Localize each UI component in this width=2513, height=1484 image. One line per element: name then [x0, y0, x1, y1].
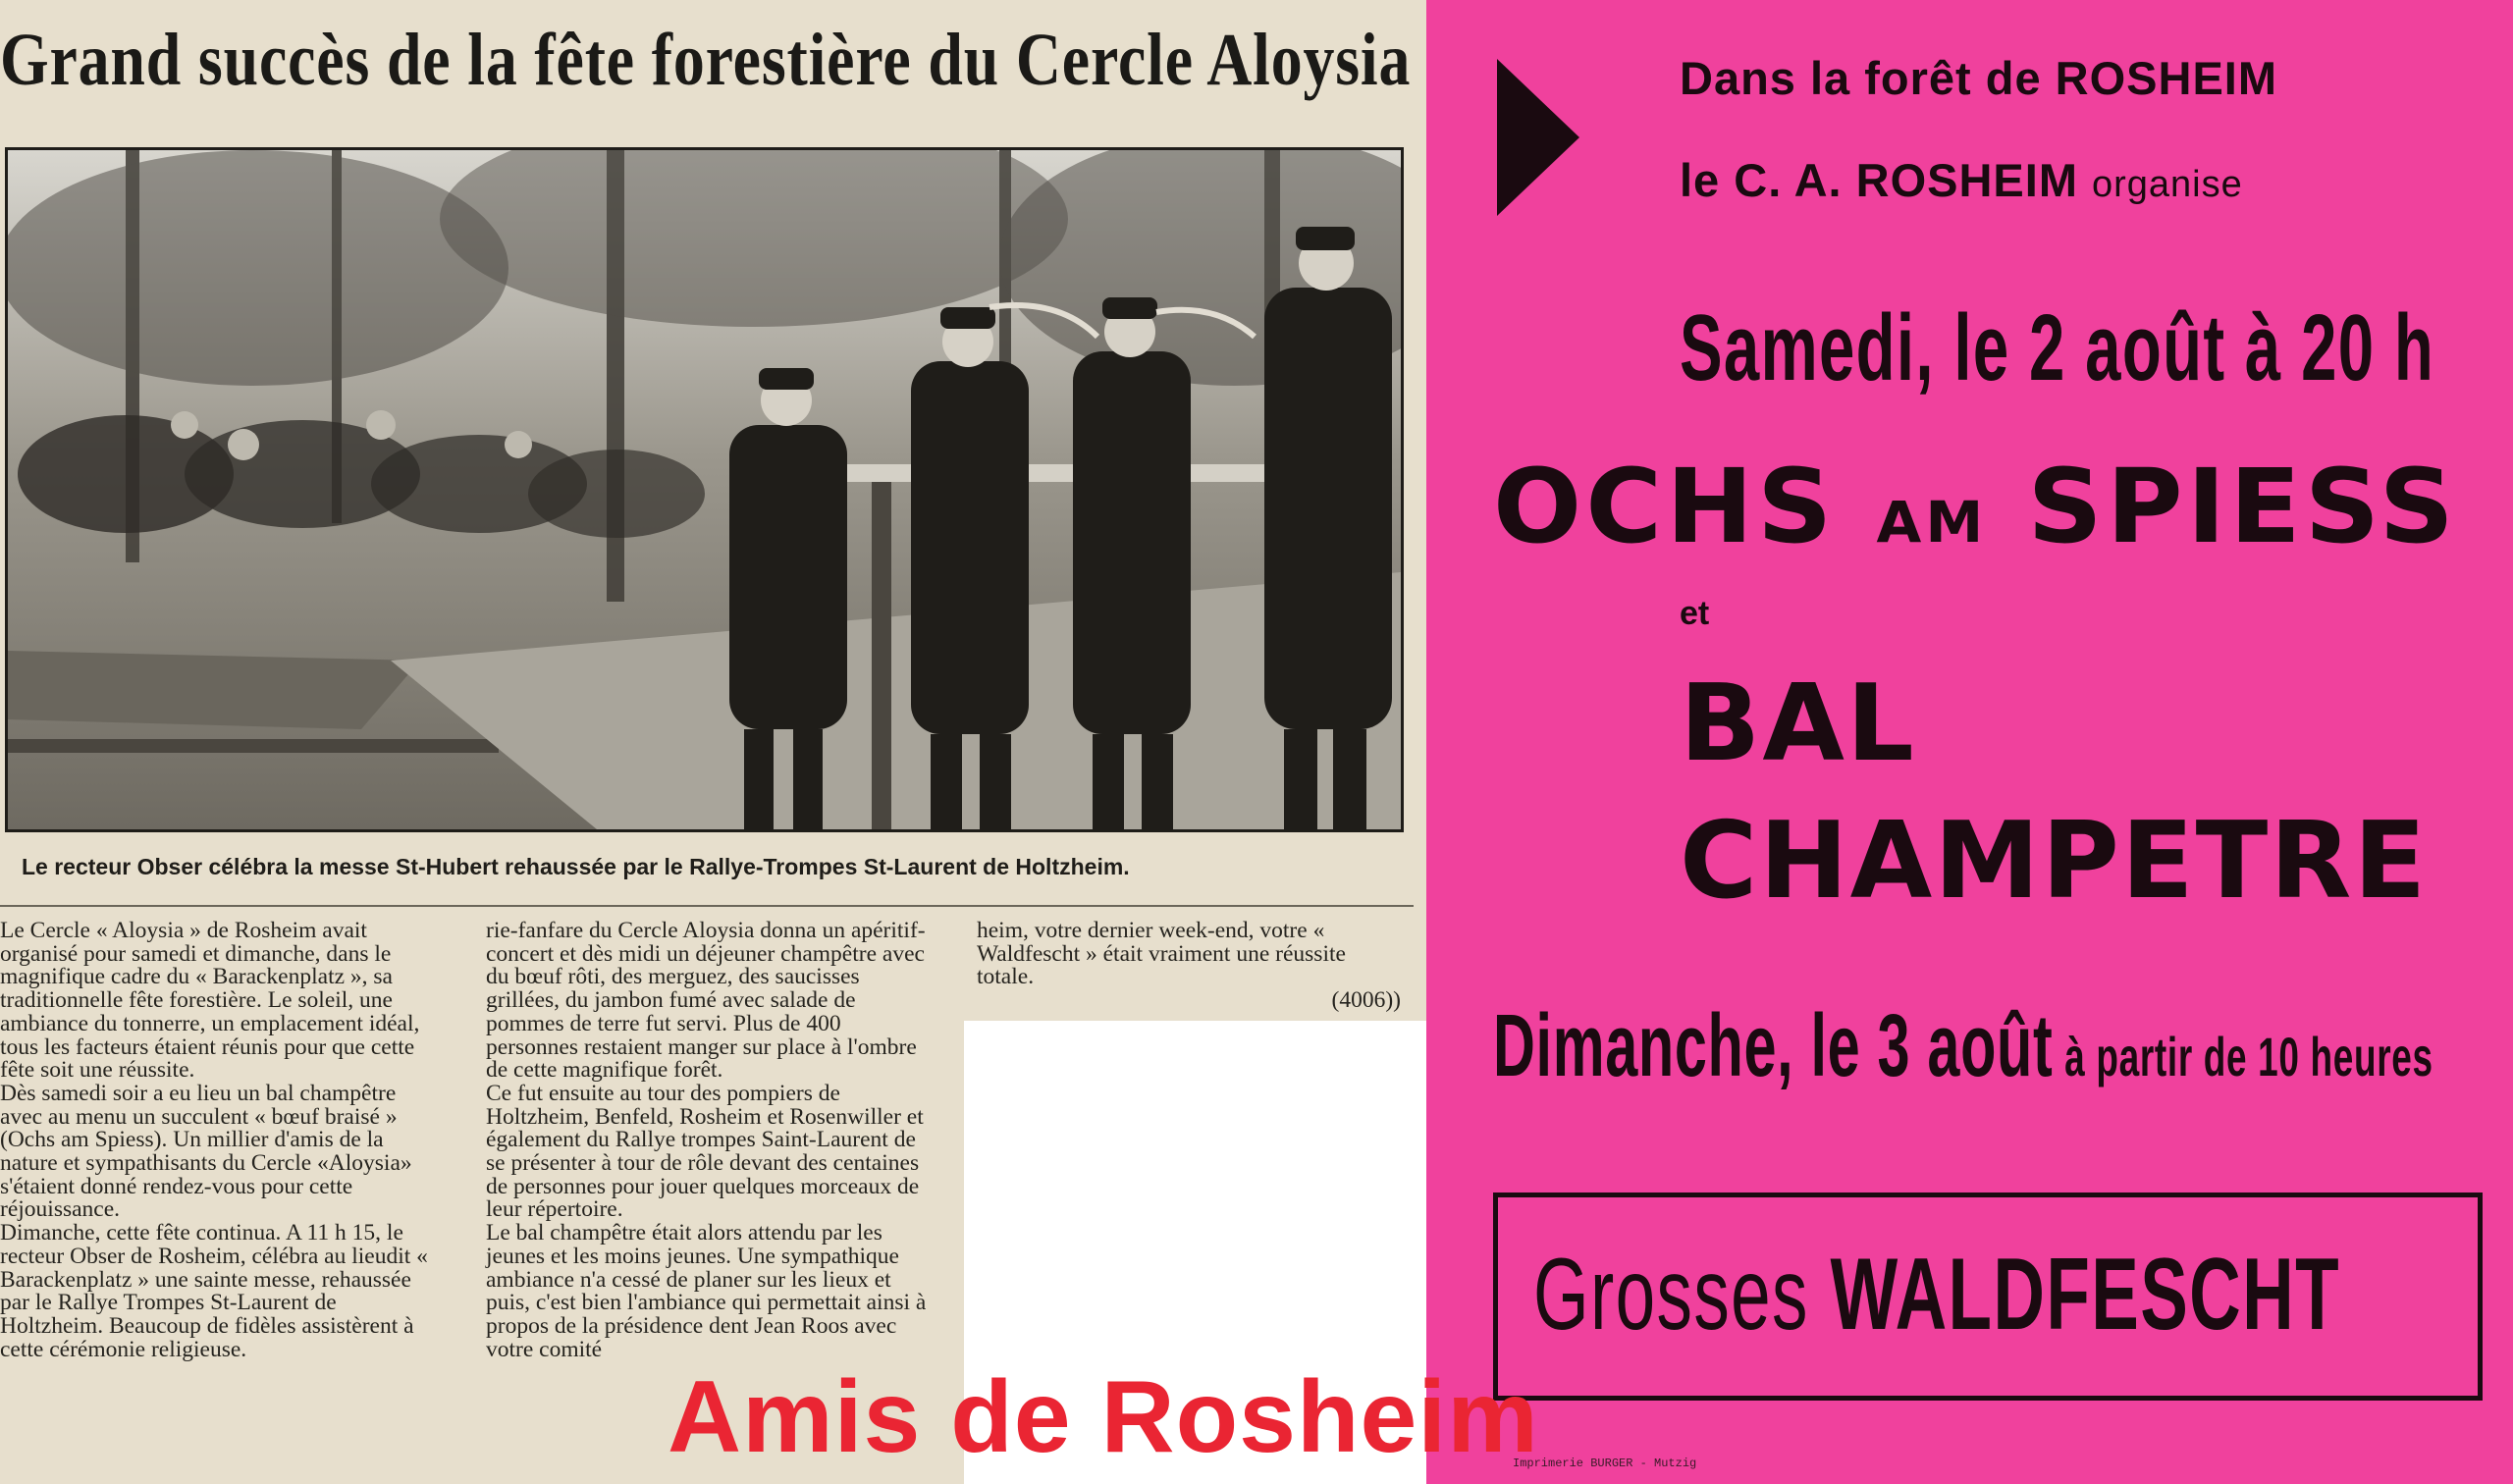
- poster-organizer: [1680, 153, 2243, 207]
- article-headline: Grand succès de la fête forestière du Cercle Aloysia: [0, 19, 1412, 101]
- article-paragraph: Dès samedi soir a eu lieu un bal champêtre avec au menu un succulent « bœuf braisé » (Ochs am Spiess). Un millier d'amis de la nature et sympathisants du Cercle «Aloysia» s'étaient donné rendez-vous pour cette réjouissance.: [0, 1080, 412, 1223]
- caption-divider: [0, 905, 1414, 907]
- organizer-verb: organise: [2091, 164, 2243, 205]
- spiess-word: SPIESS: [1987, 447, 2458, 566]
- photo-caption: Le recteur Obser célébra la messe St-Hubert rehaussée par le Rallye-Trompes St-Laurent de Holtzheim.: [22, 854, 1130, 879]
- article-paragraph: heim, votre dernier week-end, votre « Waldfescht » était vraiment une réussite totale.: [977, 918, 1346, 990]
- poster-conjunction: et: [1680, 595, 1710, 632]
- poster-champetre: CHAMPETRE: [1680, 800, 2429, 923]
- am-word: AM: [1876, 489, 1988, 556]
- watermark-text: Amis de Rosheim: [668, 1360, 1539, 1474]
- poster-saturday-date: Samedi, le 2 août à 20 h: [1680, 295, 2435, 400]
- article-reference: (4006)): [1331, 987, 1401, 1014]
- waldfescht-title: [1533, 1237, 2340, 1353]
- waldfescht-box: [1493, 1192, 2483, 1401]
- article-photo: [5, 147, 1404, 832]
- poster-bal: BAL: [1680, 662, 1916, 785]
- organizer-name: le C. A. ROSHEIM: [1680, 154, 2078, 206]
- poster-sunday-date: [1493, 996, 2433, 1097]
- article-paragraph: Ce fut ensuite au tour des pompiers de Holtzheim, Benfeld, Rosheim et Rosenwiller et également du Rallye trompes Saint-Laurent de se présenter à tour de rôle devant des centaines de personnes pour jouer quelques morceaux de leur répertoire.: [486, 1080, 924, 1223]
- poster-ochs-am-spiess: [1493, 447, 2458, 566]
- poster-location: Dans la forêt de ROSHEIM: [1680, 52, 2277, 104]
- article-column-2: [486, 920, 928, 1361]
- article-paragraph: rie-fanfare du Cercle Aloysia donna un apéritif-concert et dès midi un déjeuner champêtre avec du bœuf rôti, des merguez, des saucisses grillées, du jambon fumé avec salade de pommes de terre fut servi. Plus de 400 personnes restaient manger sur place à l'ombre de cette magnifique forêt.: [486, 918, 926, 1084]
- grosses-word: Grosses: [1533, 1238, 1809, 1352]
- article-paragraph: Le Cercle « Aloysia » de Rosheim avait organisé pour samedi et dimanche, dans le magnifique cadre du « Barackenplatz », sa traditionnelle fête forestière. Le soleil, une ambiance du tonnerre, un emplacement idéal, tous les facteurs étaient réunis pour que cette fête soit une réussite.: [0, 918, 420, 1084]
- hunting-horn-players-photo: [8, 150, 1401, 829]
- triangle-arrow-icon: [1497, 59, 1579, 216]
- article-paragraph: Le bal champêtre était alors attendu par les jeunes et les moins jeunes. Une sympathique ambiance n'a cessé de planer sur les lieux et puis, c'est bien l'ambiance qui permettait ainsi à propos de la présidence dent Jean Roos avec votre comité: [486, 1220, 927, 1362]
- article-paragraph: Dimanche, cette fête continua. A 11 h 15, le recteur Obser de Rosheim, célébra au lieudit « Barackenplatz » une sainte messe, rehaussée par le Rallye Trompes St-Laurent de Holtzheim. Beaucoup de fidèles assistèrent à cette cérémonie religieuse.: [0, 1220, 428, 1362]
- event-poster: [1426, 0, 2513, 1484]
- article-column-1: [0, 920, 432, 1361]
- sunday-date: Dimanche, le 3 août: [1493, 997, 2054, 1095]
- sunday-time: à partir de 10 heures: [2064, 1026, 2433, 1087]
- waldfescht-word: WALDFESCHT: [1830, 1238, 2341, 1352]
- ochs-word: OCHS: [1493, 447, 1877, 566]
- printer-credit: Imprimerie BURGER - Mutzig: [1513, 1457, 1697, 1470]
- article-column-3: [977, 920, 1401, 1013]
